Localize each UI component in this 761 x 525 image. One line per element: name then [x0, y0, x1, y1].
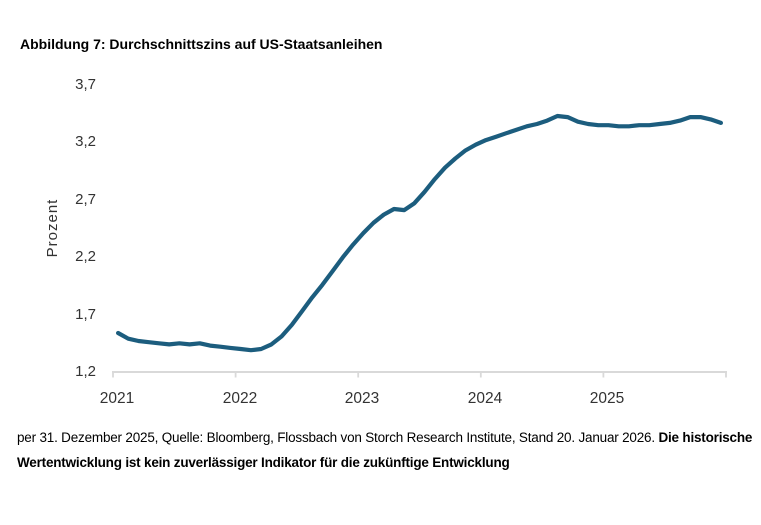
y-tick-label: 3,2: [75, 133, 96, 150]
x-tick-label: 2022: [222, 390, 258, 407]
source-footnote-bold: Die historische Wertentwicklung ist kein zuverlässiger Indikator für die zukünftige Entwicklung: [17, 430, 753, 470]
y-axis-title: Prozent: [44, 198, 61, 258]
source-footnote: [17, 426, 753, 475]
y-tick-label: 2,7: [75, 191, 96, 208]
y-tick-label: 2,2: [75, 248, 96, 265]
x-tick-label: 2021: [99, 390, 135, 407]
data-line-us-treasury-avg-coupon: [118, 116, 721, 350]
y-tick-label: 3,7: [75, 76, 96, 93]
x-tick-label: 2024: [467, 390, 503, 407]
y-tick-label: 1,7: [75, 306, 96, 323]
chart-title: Abbildung 7: Durchschnittszins auf US-Staatsanleihen: [20, 36, 383, 52]
x-tick-label: 2023: [344, 390, 380, 407]
source-footnote-regular: per 31. Dezember 2025, Quelle: Bloomberg, Flossbach von Storch Research Institute, Stand 20. Januar 2026.: [17, 430, 659, 445]
x-tick-label: 2025: [589, 390, 625, 407]
y-tick-label: 1,2: [75, 363, 96, 380]
